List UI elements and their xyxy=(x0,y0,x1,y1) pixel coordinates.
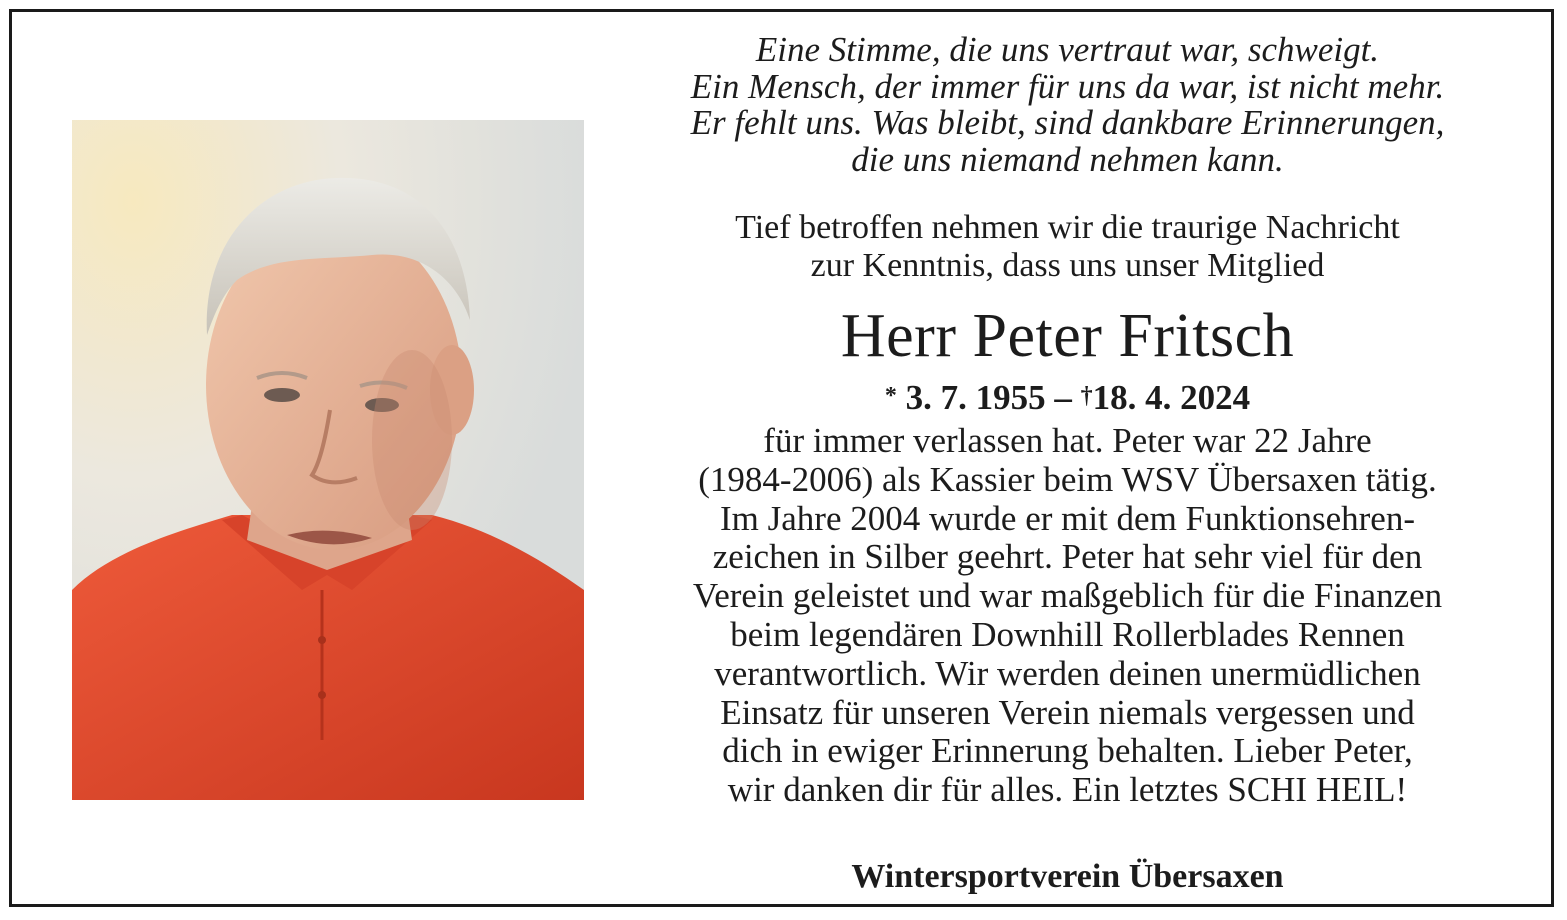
verse-line: die uns niemand nehmen kann. xyxy=(851,139,1284,179)
memorial-verse xyxy=(595,32,1540,178)
body-line: (1984-2006) als Kassier beim WSV Übersaxen tätig. xyxy=(698,459,1437,499)
life-dates xyxy=(595,376,1540,424)
body-line: zeichen in Silber geehrt. Peter hat sehr viel für den xyxy=(712,537,1423,577)
body-line: beim legendären Downhill Rollerblades Rennen xyxy=(730,614,1405,654)
body-line: Im Jahre 2004 wurde er mit dem Funktionsehren- xyxy=(720,498,1415,538)
body-line: Einsatz für unseren Verein niemals vergessen und xyxy=(720,692,1415,732)
intro-line: Tief betroffen nehmen wir die traurige Nachricht xyxy=(735,209,1400,246)
intro-line: zur Kenntnis, dass uns unser Mitglied xyxy=(810,247,1325,284)
portrait-photo xyxy=(72,120,584,800)
announcement-intro xyxy=(595,209,1540,285)
body-line: für immer verlassen hat. Peter war 22 Jahre xyxy=(763,421,1372,460)
body-line: verantwortlich. Wir werden deinen unermüdlichen xyxy=(714,653,1421,693)
death-date: 18. 4. 2024 xyxy=(1092,378,1251,417)
verse-line: Er fehlt uns. Was bleibt, sind dankbare Erinnerungen, xyxy=(690,103,1445,142)
signature-organization: Wintersportverein Übersaxen xyxy=(851,858,1284,895)
deceased-name: Herr Peter Fritsch xyxy=(840,302,1295,370)
obituary-body xyxy=(595,422,1540,810)
date-separator: – xyxy=(1054,378,1072,417)
verse-line: Eine Stimme, die uns vertraut war, schweigt. xyxy=(755,30,1380,69)
birth-date: 3. 7. 1955 xyxy=(905,378,1046,417)
birth-symbol: * xyxy=(884,383,897,409)
body-line: Verein geleistet und war maßgeblich für die Finanzen xyxy=(692,576,1443,616)
verse-line: Ein Mensch, der immer für uns da war, ist nicht mehr. xyxy=(690,66,1445,106)
body-line: dich in ewiger Erinnerung behalten. Lieber Peter, xyxy=(722,731,1413,771)
death-symbol: † xyxy=(1080,383,1093,409)
body-line: wir danken dir für alles. Ein letztes SCHI HEIL! xyxy=(727,770,1408,810)
